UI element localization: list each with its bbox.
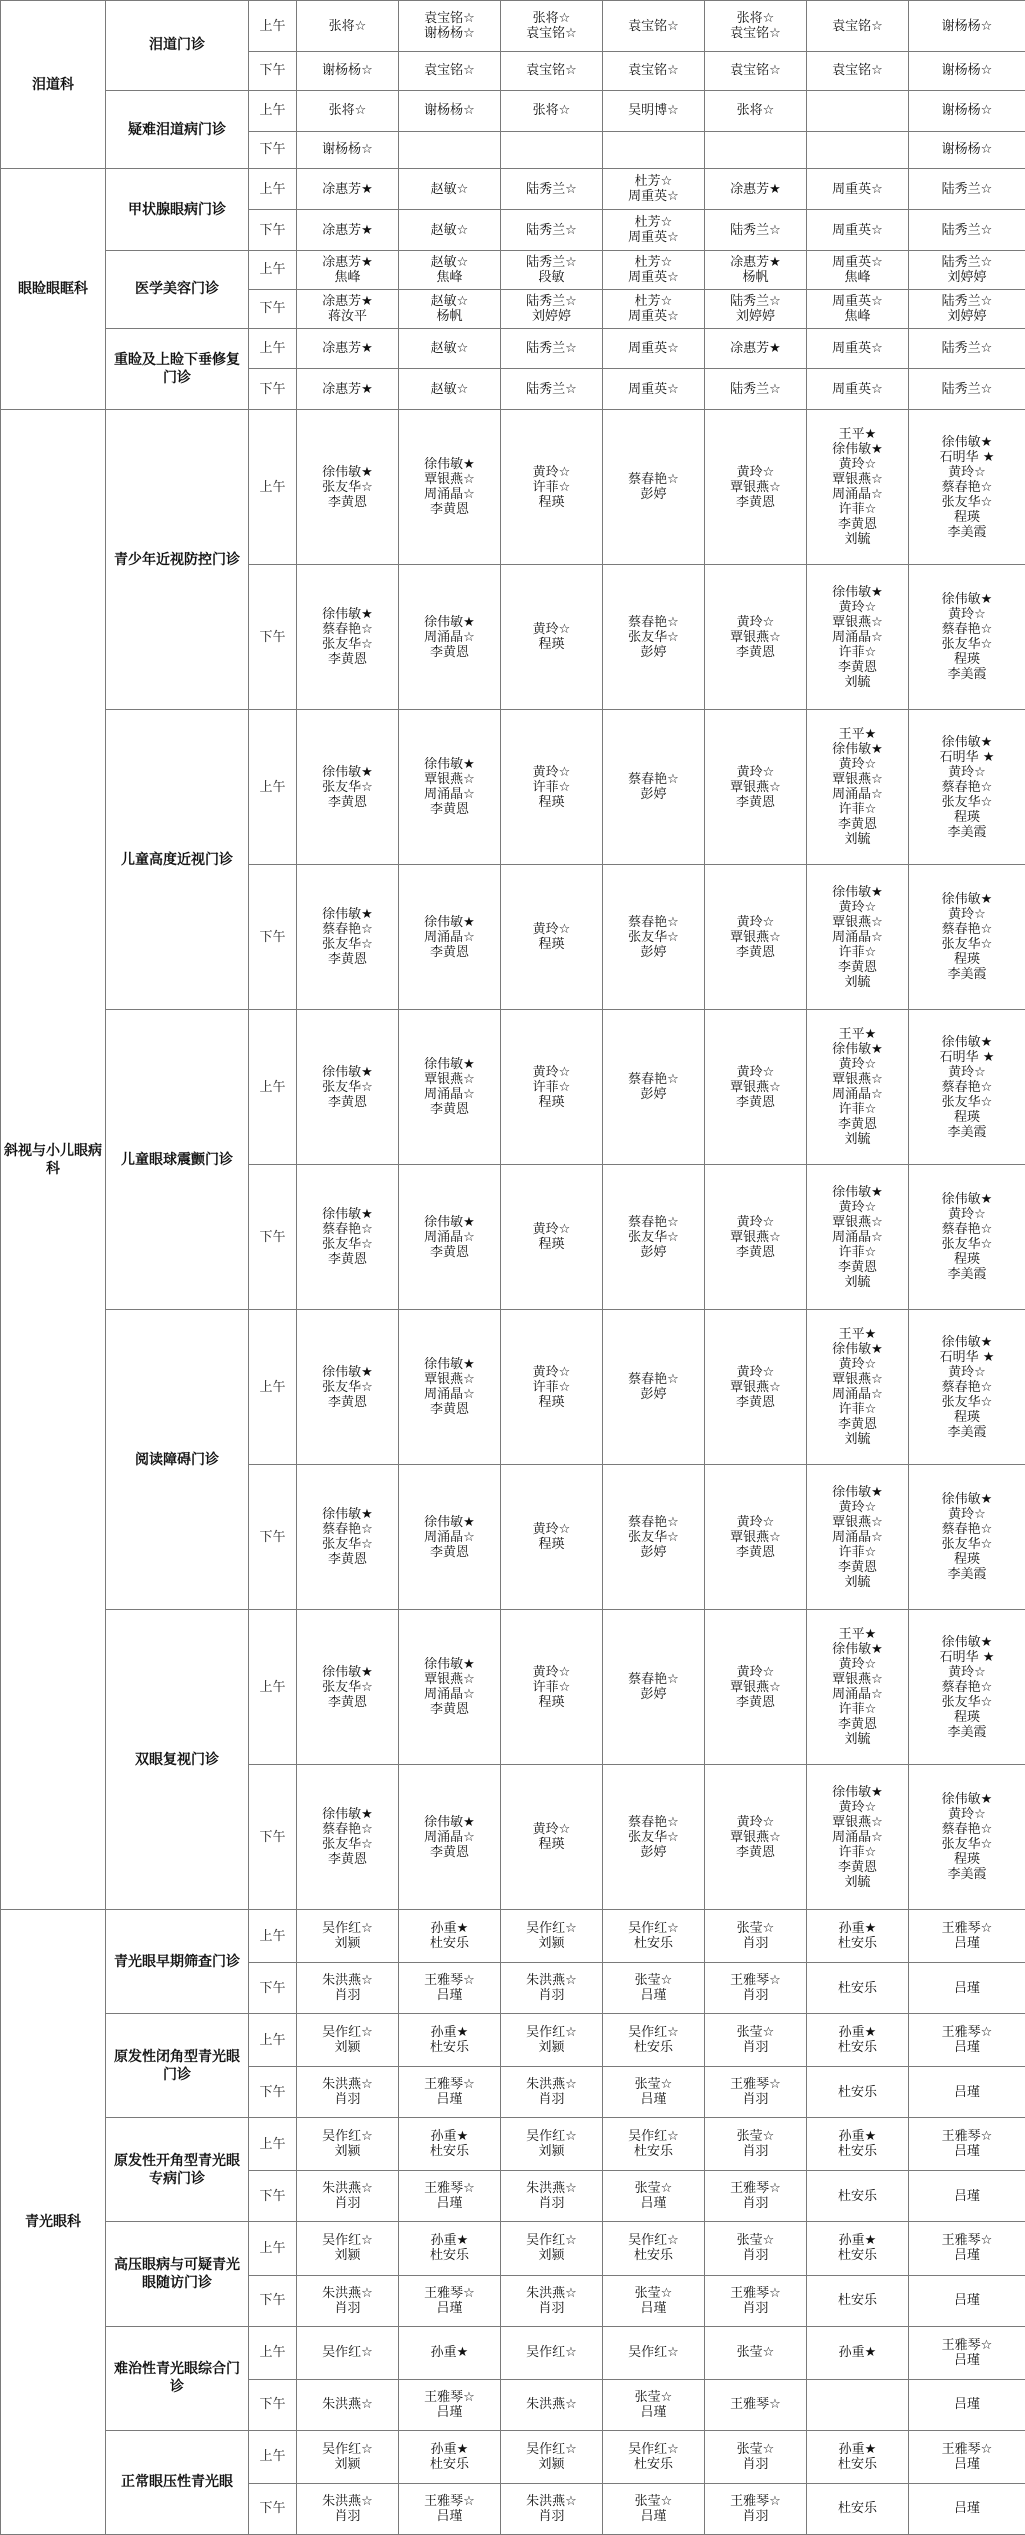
doctor-cell: 王雅琴☆ 吕瑾 — [909, 2222, 1025, 2275]
doctor-cell: 张莹☆ 吕瑾 — [603, 2067, 705, 2118]
doctor-cell: 徐伟敏★ 覃银燕☆ 周涌晶☆ 李黄恩 — [399, 1310, 501, 1465]
clinic-name: 青光眼早期筛查门诊 — [106, 1910, 249, 2014]
clinic-name: 儿童高度近视门诊 — [106, 710, 249, 1010]
session-period: 上午 — [249, 169, 297, 210]
session-period: 下午 — [249, 131, 297, 169]
doctor-cell: 孙重★ 杜安乐 — [399, 2430, 501, 2483]
doctor-cell: 袁宝铭☆ — [807, 1, 909, 52]
doctor-cell: 王平★ 徐伟敏★ 黄玲☆ 覃银燕☆ 周涌晶☆ 许菲☆ 李黄恩 刘毓 — [807, 1310, 909, 1465]
doctor-cell: 周重英☆ — [603, 369, 705, 410]
doctor-cell: 黄玲☆ 覃银燕☆ 李黄恩 — [705, 410, 807, 565]
doctor-cell: 张将☆ 袁宝铭☆ — [705, 1, 807, 52]
schedule-row — [1, 90, 1025, 131]
doctor-cell: 吴作红☆ 杜安乐 — [603, 2118, 705, 2171]
doctor-cell: 陆秀兰☆ — [909, 169, 1025, 210]
schedule-row — [1, 1310, 1025, 1465]
doctor-cell: 吕瑾 — [909, 2483, 1025, 2534]
doctor-cell: 吕瑾 — [909, 2067, 1025, 2118]
doctor-cell: 徐伟敏★ 周涌晶☆ 李黄恩 — [399, 865, 501, 1010]
doctor-cell: 黄玲☆ 覃银燕☆ 李黄恩 — [705, 1165, 807, 1310]
doctor-cell: 凃惠芳★ 杨帆 — [705, 250, 807, 289]
doctor-cell: 徐伟敏★ 黄玲☆ 蔡春艳☆ 张友华☆ 程瑛 李美霞 — [909, 865, 1025, 1010]
doctor-cell: 吴作红☆ 刘颍 — [297, 1910, 399, 1963]
doctor-cell: 徐伟敏★ 黄玲☆ 蔡春艳☆ 张友华☆ 程瑛 李美霞 — [909, 565, 1025, 710]
doctor-cell: 徐伟敏★ 张友华☆ 李黄恩 — [297, 710, 399, 865]
doctor-cell: 杜安乐 — [807, 2483, 909, 2534]
doctor-cell: 陆秀兰☆ — [705, 210, 807, 251]
clinic-name: 甲状腺眼病门诊 — [106, 169, 249, 251]
doctor-cell: 蔡春艳☆ 彭婷 — [603, 1310, 705, 1465]
doctor-cell: 王雅琴☆ 吕瑾 — [399, 2171, 501, 2222]
doctor-cell: 王雅琴☆ 吕瑾 — [399, 2483, 501, 2534]
doctor-cell: 周重英☆ — [807, 169, 909, 210]
doctor-cell: 王雅琴☆ 肖羽 — [705, 2275, 807, 2326]
doctor-cell: 孙重★ 杜安乐 — [399, 2014, 501, 2067]
doctor-cell: 袁宝铭☆ — [603, 52, 705, 91]
doctor-cell: 王雅琴☆ 吕瑾 — [399, 2379, 501, 2430]
doctor-cell — [807, 131, 909, 169]
doctor-cell: 吕瑾 — [909, 2379, 1025, 2430]
session-period: 下午 — [249, 1465, 297, 1610]
doctor-cell: 徐伟敏★ 蔡春艳☆ 张友华☆ 李黄恩 — [297, 865, 399, 1010]
doctor-cell: 徐伟敏★ 黄玲☆ 覃银燕☆ 周涌晶☆ 许菲☆ 李黄恩 刘毓 — [807, 1765, 909, 1910]
doctor-cell: 陆秀兰☆ — [909, 210, 1025, 251]
doctor-cell: 张莹☆ 吕瑾 — [603, 2275, 705, 2326]
doctor-cell — [705, 131, 807, 169]
session-period: 下午 — [249, 2483, 297, 2534]
doctor-cell: 袁宝铭☆ — [501, 52, 603, 91]
doctor-cell: 王雅琴☆ — [705, 2379, 807, 2430]
doctor-cell: 王雅琴☆ 吕瑾 — [399, 2067, 501, 2118]
clinic-name: 疑难泪道病门诊 — [106, 90, 249, 169]
doctor-cell: 陆秀兰☆ 刘婷婷 — [501, 289, 603, 328]
doctor-cell: 朱洪燕☆ 肖羽 — [501, 1963, 603, 2014]
doctor-cell: 徐伟敏★ 周涌晶☆ 李黄恩 — [399, 1465, 501, 1610]
doctor-cell: 杜芳☆ 周重英☆ — [603, 210, 705, 251]
department-name: 泪道科 — [1, 1, 106, 169]
doctor-cell: 周重英☆ — [603, 328, 705, 369]
doctor-cell: 吴作红☆ 刘颍 — [501, 2014, 603, 2067]
doctor-cell: 王雅琴☆ 吕瑾 — [399, 1963, 501, 2014]
doctor-cell: 凃惠芳★ — [297, 210, 399, 251]
doctor-cell: 陆秀兰☆ 刘婷婷 — [705, 289, 807, 328]
session-period: 上午 — [249, 710, 297, 865]
doctor-cell: 徐伟敏★ 石明华 ★ 黄玲☆ 蔡春艳☆ 张友华☆ 程瑛 李美霞 — [909, 710, 1025, 865]
doctor-cell: 吴作红☆ 刘颍 — [297, 2430, 399, 2483]
doctor-cell: 徐伟敏★ 黄玲☆ 覃银燕☆ 周涌晶☆ 许菲☆ 李黄恩 刘毓 — [807, 865, 909, 1010]
doctor-cell: 黄玲☆ 覃银燕☆ 李黄恩 — [705, 565, 807, 710]
doctor-cell: 朱洪燕☆ 肖羽 — [297, 2275, 399, 2326]
doctor-cell: 王平★ 徐伟敏★ 黄玲☆ 覃银燕☆ 周涌晶☆ 许菲☆ 李黄恩 刘毓 — [807, 1010, 909, 1165]
doctor-cell: 陆秀兰☆ 段敏 — [501, 250, 603, 289]
doctor-cell — [807, 90, 909, 131]
doctor-cell: 凃惠芳★ — [705, 328, 807, 369]
clinic-name: 儿童眼球震颤门诊 — [106, 1010, 249, 1310]
doctor-cell: 张将☆ — [705, 90, 807, 131]
doctor-cell: 谢杨杨☆ — [399, 90, 501, 131]
doctor-cell: 徐伟敏★ 覃银燕☆ 周涌晶☆ 李黄恩 — [399, 710, 501, 865]
doctor-cell: 陆秀兰☆ — [909, 369, 1025, 410]
doctor-cell: 朱洪燕☆ 肖羽 — [501, 2067, 603, 2118]
doctor-cell: 赵敏☆ — [399, 369, 501, 410]
session-period: 下午 — [249, 369, 297, 410]
schedule-row — [1, 1610, 1025, 1765]
doctor-cell: 徐伟敏★ 蔡春艳☆ 张友华☆ 李黄恩 — [297, 1165, 399, 1310]
doctor-cell: 孙重★ 杜安乐 — [399, 1910, 501, 1963]
clinic-name: 双眼复视门诊 — [106, 1610, 249, 1910]
doctor-cell: 黄玲☆ 许菲☆ 程瑛 — [501, 1610, 603, 1765]
doctor-cell: 袁宝铭☆ — [603, 1, 705, 52]
doctor-cell: 王雅琴☆ 肖羽 — [705, 2483, 807, 2534]
doctor-cell: 周重英☆ 焦峰 — [807, 250, 909, 289]
doctor-cell: 徐伟敏★ 黄玲☆ 覃银燕☆ 周涌晶☆ 许菲☆ 李黄恩 刘毓 — [807, 1165, 909, 1310]
doctor-cell — [501, 131, 603, 169]
doctor-cell: 王雅琴☆ 吕瑾 — [399, 2275, 501, 2326]
doctor-cell: 张莹☆ 肖羽 — [705, 2430, 807, 2483]
doctor-cell: 黄玲☆ 覃银燕☆ 李黄恩 — [705, 1765, 807, 1910]
doctor-cell: 徐伟敏★ 蔡春艳☆ 张友华☆ 李黄恩 — [297, 1465, 399, 1610]
doctor-cell: 徐伟敏★ 覃银燕☆ 周涌晶☆ 李黄恩 — [399, 1010, 501, 1165]
doctor-cell: 吴作红☆ — [501, 2326, 603, 2379]
doctor-cell: 黄玲☆ 覃银燕☆ 李黄恩 — [705, 865, 807, 1010]
schedule-row — [1, 710, 1025, 865]
doctor-cell: 黄玲☆ 程瑛 — [501, 1165, 603, 1310]
doctor-cell: 陆秀兰☆ — [501, 210, 603, 251]
doctor-cell: 徐伟敏★ 覃银燕☆ 周涌晶☆ 李黄恩 — [399, 1610, 501, 1765]
doctor-cell: 朱洪燕☆ 肖羽 — [501, 2171, 603, 2222]
doctor-cell: 徐伟敏★ 石明华 ★ 黄玲☆ 蔡春艳☆ 张友华☆ 程瑛 李美霞 — [909, 410, 1025, 565]
doctor-cell: 杜安乐 — [807, 2067, 909, 2118]
doctor-cell: 孙重★ 杜安乐 — [807, 2222, 909, 2275]
doctor-cell: 黄玲☆ 覃银燕☆ 李黄恩 — [705, 710, 807, 865]
doctor-cell: 蔡春艳☆ 彭婷 — [603, 710, 705, 865]
doctor-cell: 袁宝铭☆ — [807, 52, 909, 91]
doctor-cell: 徐伟敏★ 周涌晶☆ 李黄恩 — [399, 1165, 501, 1310]
doctor-cell: 徐伟敏★ 周涌晶☆ 李黄恩 — [399, 565, 501, 710]
doctor-cell: 陆秀兰☆ 刘婷婷 — [909, 289, 1025, 328]
doctor-cell: 蔡春艳☆ 张友华☆ 彭婷 — [603, 865, 705, 1010]
session-period: 上午 — [249, 250, 297, 289]
session-period: 下午 — [249, 52, 297, 91]
doctor-cell: 吴作红☆ 杜安乐 — [603, 2222, 705, 2275]
doctor-cell: 王雅琴☆ 肖羽 — [705, 2067, 807, 2118]
session-period: 上午 — [249, 2222, 297, 2275]
schedule-row — [1, 328, 1025, 369]
doctor-cell: 陆秀兰☆ — [501, 369, 603, 410]
schedule-row — [1, 2118, 1025, 2171]
doctor-cell: 朱洪燕☆ — [297, 2379, 399, 2430]
doctor-cell: 袁宝铭☆ — [399, 52, 501, 91]
doctor-cell: 徐伟敏★ 石明华 ★ 黄玲☆ 蔡春艳☆ 张友华☆ 程瑛 李美霞 — [909, 1010, 1025, 1165]
session-period: 下午 — [249, 865, 297, 1010]
schedule-row — [1, 410, 1025, 565]
doctor-cell: 张莹☆ 肖羽 — [705, 1910, 807, 1963]
doctor-cell: 徐伟敏★ 黄玲☆ 蔡春艳☆ 张友华☆ 程瑛 李美霞 — [909, 1465, 1025, 1610]
doctor-cell: 吴作红☆ 杜安乐 — [603, 1910, 705, 1963]
doctor-cell: 黄玲☆ 程瑛 — [501, 1765, 603, 1910]
doctor-cell: 朱洪燕☆ 肖羽 — [297, 2067, 399, 2118]
doctor-cell: 王雅琴☆ 肖羽 — [705, 1963, 807, 2014]
schedule-row — [1, 1010, 1025, 1165]
doctor-cell — [807, 2379, 909, 2430]
doctor-cell: 王雅琴☆ 吕瑾 — [909, 1910, 1025, 1963]
doctor-cell: 徐伟敏★ 张友华☆ 李黄恩 — [297, 410, 399, 565]
clinic-name: 高压眼病与可疑青光眼随访门诊 — [106, 2222, 249, 2326]
doctor-cell: 王雅琴☆ 吕瑾 — [909, 2326, 1025, 2379]
schedule-row — [1, 250, 1025, 289]
doctor-cell: 杜安乐 — [807, 1963, 909, 2014]
doctor-cell: 吴作红☆ 刘颍 — [501, 2222, 603, 2275]
clinic-name: 青少年近视防控门诊 — [106, 410, 249, 710]
session-period: 下午 — [249, 565, 297, 710]
doctor-cell: 周重英☆ — [807, 328, 909, 369]
department-name: 斜视与小儿眼病科 — [1, 410, 106, 1910]
doctor-cell: 凃惠芳★ 蒋汝平 — [297, 289, 399, 328]
doctor-cell: 朱洪燕☆ 肖羽 — [501, 2483, 603, 2534]
clinic-name: 泪道门诊 — [106, 1, 249, 91]
session-period: 下午 — [249, 210, 297, 251]
doctor-cell: 王平★ 徐伟敏★ 黄玲☆ 覃银燕☆ 周涌晶☆ 许菲☆ 李黄恩 刘毓 — [807, 1610, 909, 1765]
doctor-cell: 吴作红☆ 刘颍 — [297, 2118, 399, 2171]
doctor-cell: 王雅琴☆ 吕瑾 — [909, 2014, 1025, 2067]
doctor-cell: 王雅琴☆ 吕瑾 — [909, 2118, 1025, 2171]
doctor-cell: 孙重★ 杜安乐 — [399, 2118, 501, 2171]
doctor-cell: 杜安乐 — [807, 2275, 909, 2326]
doctor-cell: 凃惠芳★ — [297, 369, 399, 410]
doctor-cell: 朱洪燕☆ 肖羽 — [297, 2171, 399, 2222]
doctor-cell: 吕瑾 — [909, 2275, 1025, 2326]
session-period: 下午 — [249, 2379, 297, 2430]
doctor-cell: 黄玲☆ 许菲☆ 程瑛 — [501, 1310, 603, 1465]
session-period: 上午 — [249, 410, 297, 565]
doctor-cell: 张莹☆ — [705, 2326, 807, 2379]
doctor-cell: 蔡春艳☆ 张友华☆ 彭婷 — [603, 1465, 705, 1610]
doctor-cell: 孙重★ 杜安乐 — [807, 2430, 909, 2483]
session-period: 下午 — [249, 2275, 297, 2326]
session-period: 上午 — [249, 2326, 297, 2379]
doctor-cell: 徐伟敏★ 周涌晶☆ 李黄恩 — [399, 1765, 501, 1910]
schedule-row — [1, 2430, 1025, 2483]
doctor-cell: 蔡春艳☆ 彭婷 — [603, 410, 705, 565]
clinic-name: 阅读障碍门诊 — [106, 1310, 249, 1610]
doctor-cell: 谢杨杨☆ — [909, 90, 1025, 131]
doctor-cell: 谢杨杨☆ — [297, 131, 399, 169]
doctor-cell: 徐伟敏★ 蔡春艳☆ 张友华☆ 李黄恩 — [297, 1765, 399, 1910]
doctor-cell: 杜芳☆ 周重英☆ — [603, 289, 705, 328]
doctor-cell: 吴作红☆ 刘颍 — [501, 1910, 603, 1963]
doctor-cell: 朱洪燕☆ 肖羽 — [297, 2483, 399, 2534]
doctor-cell: 吕瑾 — [909, 1963, 1025, 2014]
doctor-cell: 张莹☆ 吕瑾 — [603, 2379, 705, 2430]
schedule-row — [1, 2222, 1025, 2275]
doctor-cell: 凃惠芳★ — [297, 328, 399, 369]
doctor-cell: 孙重★ 杜安乐 — [807, 1910, 909, 1963]
doctor-cell: 蔡春艳☆ 张友华☆ 彭婷 — [603, 565, 705, 710]
doctor-cell: 蔡春艳☆ 张友华☆ 彭婷 — [603, 1165, 705, 1310]
doctor-cell: 周重英☆ 焦峰 — [807, 289, 909, 328]
doctor-cell: 吴作红☆ 刘颍 — [297, 2222, 399, 2275]
doctor-cell: 张将☆ — [297, 90, 399, 131]
doctor-cell: 黄玲☆ 程瑛 — [501, 865, 603, 1010]
doctor-cell: 蔡春艳☆ 张友华☆ 彭婷 — [603, 1765, 705, 1910]
doctor-cell: 徐伟敏★ 黄玲☆ 覃银燕☆ 周涌晶☆ 许菲☆ 李黄恩 刘毓 — [807, 565, 909, 710]
doctor-cell: 徐伟敏★ 覃银燕☆ 周涌晶☆ 李黄恩 — [399, 410, 501, 565]
department-name: 青光眼科 — [1, 1910, 106, 2535]
clinic-name: 原发性开角型青光眼专病门诊 — [106, 2118, 249, 2222]
clinic-name: 难治性青光眼综合门诊 — [106, 2326, 249, 2430]
doctor-cell: 黄玲☆ 许菲☆ 程瑛 — [501, 1010, 603, 1165]
doctor-cell: 孙重★ 杜安乐 — [399, 2222, 501, 2275]
doctor-cell: 杜芳☆ 周重英☆ — [603, 169, 705, 210]
doctor-cell: 张莹☆ 肖羽 — [705, 2222, 807, 2275]
doctor-cell: 朱洪燕☆ — [501, 2379, 603, 2430]
doctor-cell: 徐伟敏★ 张友华☆ 李黄恩 — [297, 1010, 399, 1165]
doctor-cell: 黄玲☆ 覃银燕☆ 李黄恩 — [705, 1310, 807, 1465]
doctor-cell: 张莹☆ 吕瑾 — [603, 2171, 705, 2222]
doctor-cell: 徐伟敏★ 石明华 ★ 黄玲☆ 蔡春艳☆ 张友华☆ 程瑛 李美霞 — [909, 1610, 1025, 1765]
schedule-row — [1, 2014, 1025, 2067]
doctor-cell: 孙重★ 杜安乐 — [807, 2014, 909, 2067]
doctor-cell: 吴作红☆ 刘颍 — [501, 2430, 603, 2483]
doctor-cell: 徐伟敏★ 黄玲☆ 覃银燕☆ 周涌晶☆ 许菲☆ 李黄恩 刘毓 — [807, 1465, 909, 1610]
doctor-cell: 黄玲☆ 覃银燕☆ 李黄恩 — [705, 1610, 807, 1765]
doctor-cell: 张莹☆ 肖羽 — [705, 2014, 807, 2067]
session-period: 上午 — [249, 328, 297, 369]
doctor-cell: 王平★ 徐伟敏★ 黄玲☆ 覃银燕☆ 周涌晶☆ 许菲☆ 李黄恩 刘毓 — [807, 410, 909, 565]
doctor-cell: 凃惠芳★ — [705, 169, 807, 210]
doctor-cell: 凃惠芳★ 焦峰 — [297, 250, 399, 289]
doctor-cell: 陆秀兰☆ — [501, 169, 603, 210]
doctor-cell: 吴作红☆ — [603, 2326, 705, 2379]
clinic-name: 原发性闭角型青光眼门诊 — [106, 2014, 249, 2118]
doctor-cell: 吴作红☆ 刘颍 — [297, 2014, 399, 2067]
doctor-cell: 黄玲☆ 程瑛 — [501, 565, 603, 710]
doctor-cell: 吴作红☆ — [297, 2326, 399, 2379]
session-period: 下午 — [249, 289, 297, 328]
doctor-cell: 袁宝铭☆ 谢杨杨☆ — [399, 1, 501, 52]
doctor-cell: 袁宝铭☆ — [705, 52, 807, 91]
doctor-cell: 黄玲☆ 许菲☆ 程瑛 — [501, 710, 603, 865]
session-period: 上午 — [249, 2014, 297, 2067]
session-period: 上午 — [249, 2118, 297, 2171]
department-name: 眼睑眼眶科 — [1, 169, 106, 410]
doctor-cell: 赵敏☆ — [399, 328, 501, 369]
schedule-row — [1, 2326, 1025, 2379]
session-period: 上午 — [249, 1610, 297, 1765]
doctor-cell: 杜安乐 — [807, 2171, 909, 2222]
doctor-cell — [603, 131, 705, 169]
doctor-cell: 王雅琴☆ 肖羽 — [705, 2171, 807, 2222]
doctor-cell: 蔡春艳☆ 彭婷 — [603, 1010, 705, 1165]
session-period: 上午 — [249, 1010, 297, 1165]
session-period: 下午 — [249, 2067, 297, 2118]
doctor-cell: 王雅琴☆ 吕瑾 — [909, 2430, 1025, 2483]
doctor-cell: 徐伟敏★ 黄玲☆ 蔡春艳☆ 张友华☆ 程瑛 李美霞 — [909, 1765, 1025, 1910]
clinic-name: 重睑及上睑下垂修复门诊 — [106, 328, 249, 410]
session-period: 下午 — [249, 1765, 297, 1910]
doctor-cell: 杜芳☆ 周重英☆ — [603, 250, 705, 289]
doctor-cell: 陆秀兰☆ 刘婷婷 — [909, 250, 1025, 289]
doctor-cell: 陆秀兰☆ — [501, 328, 603, 369]
doctor-cell: 周重英☆ — [807, 369, 909, 410]
clinic-name: 医学美容门诊 — [106, 250, 249, 328]
clinic-name: 正常眼压性青光眼 — [106, 2430, 249, 2534]
doctor-cell: 黄玲☆ 程瑛 — [501, 1465, 603, 1610]
doctor-cell: 陆秀兰☆ — [705, 369, 807, 410]
doctor-cell: 朱洪燕☆ 肖羽 — [501, 2275, 603, 2326]
session-period: 上午 — [249, 90, 297, 131]
doctor-cell: 吕瑾 — [909, 2171, 1025, 2222]
doctor-cell: 张莹☆ 吕瑾 — [603, 2483, 705, 2534]
doctor-cell: 徐伟敏★ 蔡春艳☆ 张友华☆ 李黄恩 — [297, 565, 399, 710]
schedule-row — [1, 1, 1025, 52]
doctor-cell: 徐伟敏★ 张友华☆ 李黄恩 — [297, 1310, 399, 1465]
session-period: 上午 — [249, 2430, 297, 2483]
doctor-cell: 徐伟敏★ 张友华☆ 李黄恩 — [297, 1610, 399, 1765]
doctor-cell: 黄玲☆ 覃银燕☆ 李黄恩 — [705, 1465, 807, 1610]
doctor-cell: 张将☆ — [297, 1, 399, 52]
schedule-row — [1, 169, 1025, 210]
doctor-cell: 徐伟敏★ 黄玲☆ 蔡春艳☆ 张友华☆ 程瑛 李美霞 — [909, 1165, 1025, 1310]
doctor-cell: 张将☆ 袁宝铭☆ — [501, 1, 603, 52]
doctor-cell: 赵敏☆ — [399, 210, 501, 251]
doctor-cell: 张莹☆ 肖羽 — [705, 2118, 807, 2171]
doctor-cell: 蔡春艳☆ 彭婷 — [603, 1610, 705, 1765]
doctor-cell: 王平★ 徐伟敏★ 黄玲☆ 覃银燕☆ 周涌晶☆ 许菲☆ 李黄恩 刘毓 — [807, 710, 909, 865]
schedule-row — [1, 1910, 1025, 1963]
session-period: 下午 — [249, 1963, 297, 2014]
doctor-cell: 谢杨杨☆ — [909, 131, 1025, 169]
doctor-cell: 赵敏☆ 杨帆 — [399, 289, 501, 328]
session-period: 上午 — [249, 1, 297, 52]
doctor-cell: 孙重★ — [807, 2326, 909, 2379]
doctor-cell — [399, 131, 501, 169]
doctor-cell: 吴作红☆ 杜安乐 — [603, 2014, 705, 2067]
doctor-cell: 黄玲☆ 许菲☆ 程瑛 — [501, 410, 603, 565]
doctor-cell: 徐伟敏★ 石明华 ★ 黄玲☆ 蔡春艳☆ 张友华☆ 程瑛 李美霞 — [909, 1310, 1025, 1465]
session-period: 下午 — [249, 2171, 297, 2222]
doctor-cell: 谢杨杨☆ — [909, 52, 1025, 91]
doctor-cell: 赵敏☆ 焦峰 — [399, 250, 501, 289]
session-period: 下午 — [249, 1165, 297, 1310]
doctor-cell: 吴明博☆ — [603, 90, 705, 131]
doctor-cell: 赵敏☆ — [399, 169, 501, 210]
doctor-cell: 朱洪燕☆ 肖羽 — [297, 1963, 399, 2014]
doctor-cell: 张将☆ — [501, 90, 603, 131]
session-period: 上午 — [249, 1910, 297, 1963]
session-period: 上午 — [249, 1310, 297, 1465]
doctor-cell: 张莹☆ 吕瑾 — [603, 1963, 705, 2014]
doctor-cell: 黄玲☆ 覃银燕☆ 李黄恩 — [705, 1010, 807, 1165]
doctor-cell: 孙重★ 杜安乐 — [807, 2118, 909, 2171]
doctor-cell: 谢杨杨☆ — [909, 1, 1025, 52]
doctor-cell: 陆秀兰☆ — [909, 328, 1025, 369]
doctor-cell: 孙重★ — [399, 2326, 501, 2379]
doctor-cell: 周重英☆ — [807, 210, 909, 251]
doctor-cell: 谢杨杨☆ — [297, 52, 399, 91]
doctor-cell: 凃惠芳★ — [297, 169, 399, 210]
doctor-cell: 吴作红☆ 刘颍 — [501, 2118, 603, 2171]
doctor-cell: 吴作红☆ 杜安乐 — [603, 2430, 705, 2483]
